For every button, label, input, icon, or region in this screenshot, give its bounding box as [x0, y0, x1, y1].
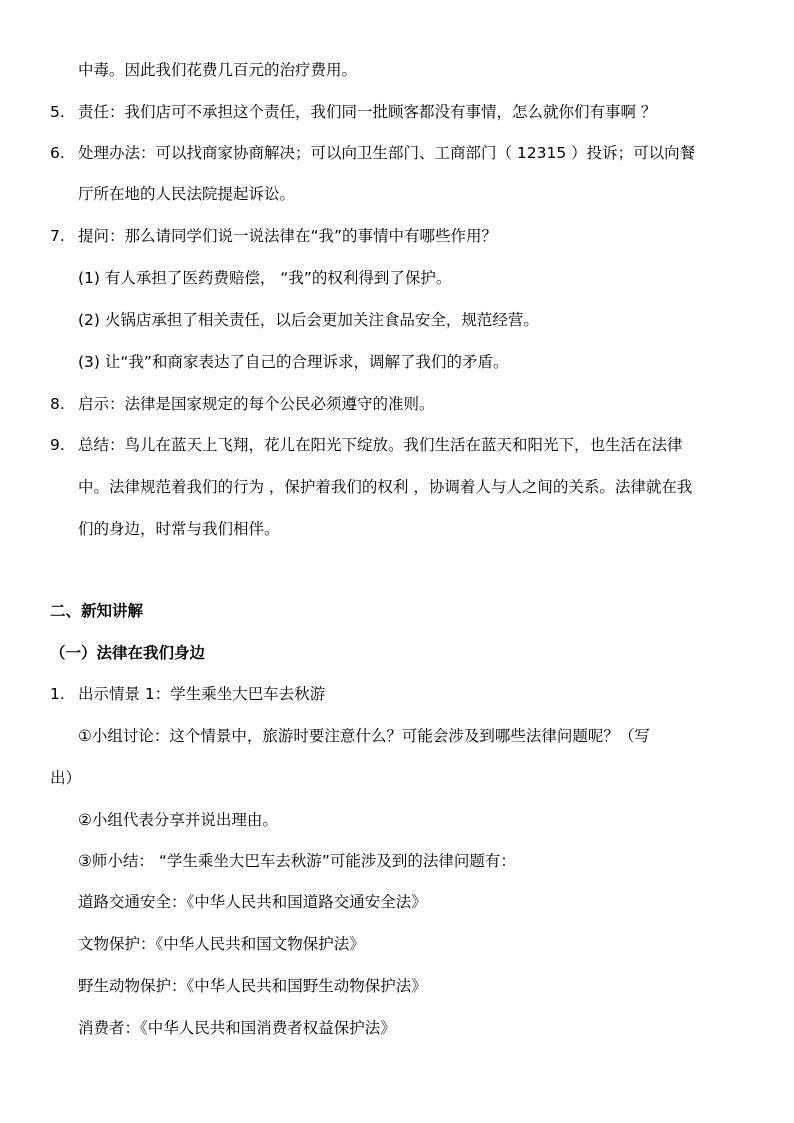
law-item-wildlife: 野生动物保护：《中华人民共和国野生动物保护法》	[78, 977, 427, 995]
subsection-heading: （一）法律在我们身边	[50, 644, 206, 662]
list-number: 9.	[50, 436, 65, 454]
list-text: 总结：鸟儿在蓝天上飞翔，花儿在阳光下绽放。我们生活在蓝天和阳光下，也生活在法律	[78, 436, 683, 454]
list-text: 提问：那么请同学们说一说法律在“我”的事情中有哪些作用？	[78, 227, 498, 245]
list-text: 启示：法律是国家规定的每个公民必须遵守的准则。	[78, 395, 435, 413]
list-text-continuation: 厅所在地的人民法院提起诉讼。	[78, 185, 296, 203]
list-number: 5.	[50, 103, 65, 121]
list-text-continuation: 中。法律规范着我们的行为 ，保护着我们的权利 ，协调着人与人之间的关系。法律就在我	[78, 478, 693, 496]
step-discussion-continuation: 出）	[50, 769, 82, 787]
list-number: 1.	[50, 685, 65, 703]
list-text: 责任：我们店可不承担这个责任，我们同一批顾客都没有事情，怎么就你们有事啊 ？	[78, 103, 657, 121]
law-item-relics: 文物保护：《中华人民共和国文物保护法》	[78, 935, 365, 953]
list-number: 8.	[50, 395, 65, 413]
sub-item-3: (3) 让“我”和商家表达了自己的合理诉求，调解了我们的矛盾。	[78, 353, 509, 371]
law-item-consumer: 消费者：《中华人民共和国消费者权益保护法》	[78, 1019, 396, 1037]
list-number: 6.	[50, 144, 65, 162]
section-heading: 二、新知讲解	[50, 602, 144, 620]
list-text: 处理办法：可以找商家协商解决；可以向卫生部门、工商部门（ 12315 ）投诉；可以向餐	[78, 144, 696, 162]
law-item-traffic: 道路交通安全：《中华人民共和国道路交通安全法》	[78, 893, 427, 911]
step-share: ②小组代表分享并说出理由。	[78, 811, 278, 829]
list-number: 7.	[50, 227, 65, 245]
paragraph-continuation: 中毒。因此我们花费几百元的治疗费用。	[78, 61, 358, 79]
step-discussion: ①小组讨论：这个情景中，旅游时要注意什么？可能会涉及到哪些法律问题呢？（写	[78, 727, 650, 745]
sub-item-2: (2) 火锅店承担了相关责任，以后会更加关注食品安全，规范经营。	[78, 311, 539, 329]
sub-item-1: (1) 有人承担了医药费赔偿， “我”的权利得到了保护。	[78, 269, 452, 287]
step-summary: ③师小结： “学生乘坐大巴车去秋游”可能涉及到的法律问题有：	[78, 852, 516, 870]
list-text: 出示情景 1：学生乘坐大巴车去秋游	[78, 685, 326, 703]
list-text-continuation: 们的身边，时常与我们相伴。	[78, 520, 280, 538]
